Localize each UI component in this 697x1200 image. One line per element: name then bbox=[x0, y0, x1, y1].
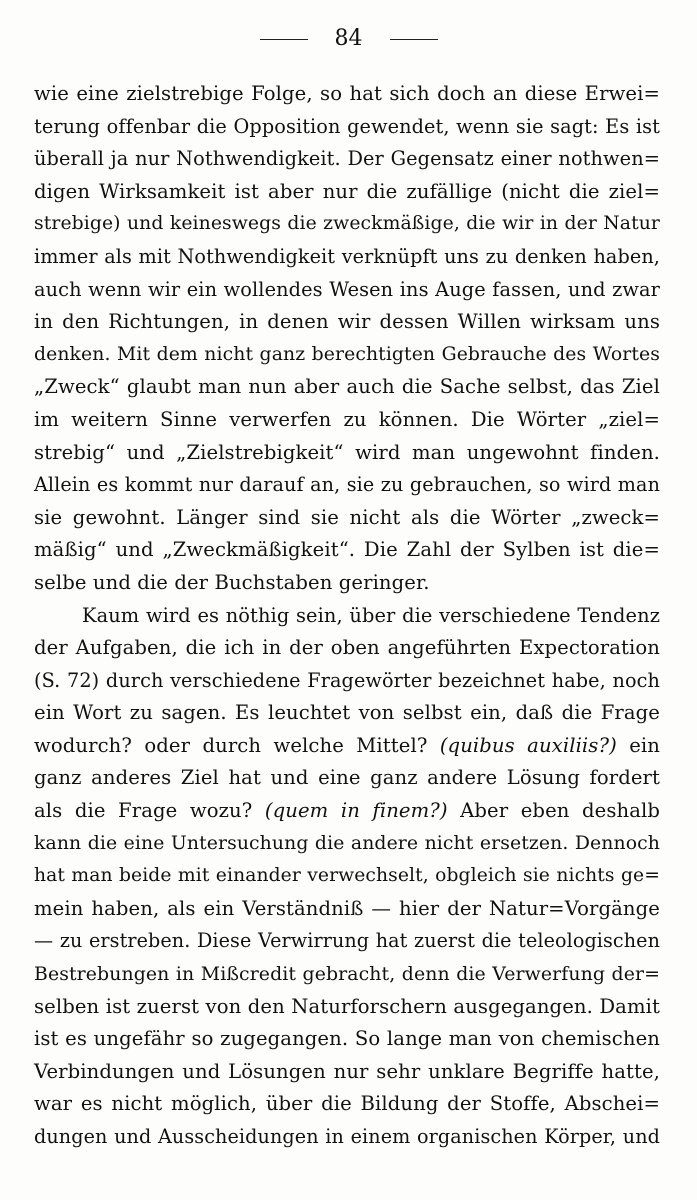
text-line: sie gewohnt. Länger sind sie nicht als die Wörter „zweck= bbox=[34, 505, 660, 529]
page-number: 84 bbox=[334, 26, 363, 51]
latin-phrase: (quibus auxiliis?) bbox=[439, 733, 617, 757]
text-line: überall ja nur Nothwendigkeit. Der Gegensatz einer nothwen= bbox=[34, 147, 660, 171]
text-line: strebig“ und „Zielstrebigkeit“ wird man ungewohnt finden. bbox=[34, 440, 660, 464]
text-line: strebige) und keineswegs die zweckmäßige, die wir in der Natur bbox=[34, 213, 660, 235]
text-segment: Aber eben deshalb bbox=[447, 799, 660, 823]
text-line: der Aufgaben, die ich in der oben angeführten Expectoration bbox=[34, 636, 660, 660]
text-line: immer als mit Nothwendigkeit verknüpft uns zu denken haben, bbox=[34, 244, 660, 268]
text-line: wie eine zielstrebige Folge, so hat sich doch an diese Erwei= bbox=[34, 82, 660, 105]
text-line: denken. Mit dem nicht ganz berechtigten Gebrauche des Wortes bbox=[34, 343, 660, 365]
text-line: (S. 72) durch verschiedene Fragewörter bezeichnet habe, noch bbox=[34, 668, 660, 692]
text-line: Allein es kommt nur darauf an, sie zu gebrauchen, so wird man bbox=[34, 473, 660, 497]
text-line: auch wenn wir ein wollendes Wesen ins Auge fassen, und zwar bbox=[34, 277, 660, 301]
text-line: mein haben, als ein Verständniß — hier der Natur=Vorgänge bbox=[34, 896, 660, 920]
text-line: digen Wirksamkeit ist aber nur die zufällige (nicht die ziel= bbox=[34, 179, 660, 203]
text-line: Kaum wird es nöthig sein, über die verschiedene Tendenz bbox=[82, 603, 660, 627]
text-segment: ein bbox=[616, 733, 660, 757]
text-line-with-latin bbox=[34, 795, 660, 828]
text-line: war es nicht möglich, über die Bildung der Stoffe, Abschei= bbox=[34, 1092, 660, 1116]
text-line: in den Richtungen, in denen wir dessen Willen wirksam uns bbox=[34, 310, 660, 334]
text-line: ganz anderes Ziel hat und eine ganz andere Lösung fordert bbox=[34, 766, 660, 790]
text-line: — zu erstreben. Diese Verwirrung hat zuerst die teleologischen bbox=[34, 929, 660, 953]
text-line: „Zweck“ glaubt man nun aber auch die Sache selbst, das Ziel bbox=[34, 375, 660, 399]
paragraph-1 bbox=[34, 78, 660, 600]
text-line: terung offenbar die Opposition gewendet, wenn sie sagt: Es ist bbox=[34, 114, 660, 138]
body-text bbox=[34, 78, 660, 1154]
text-segment: wodurch? oder durch welche Mittel? bbox=[34, 733, 440, 757]
text-line: mäßig“ und „Zweckmäßigkeit“. Die Zahl der Sylben ist die= bbox=[34, 538, 660, 562]
text-line: dungen und Ausscheidungen in einem organischen Körper, und bbox=[34, 1125, 660, 1148]
text-line: selben ist zuerst von den Naturforschern ausgegangen. Damit bbox=[34, 994, 660, 1018]
text-line: ist es ungefähr so zugegangen. So lange man von chemischen bbox=[34, 1027, 660, 1051]
paragraph-2 bbox=[34, 600, 660, 1154]
text-line: selbe und die der Buchstaben geringer. bbox=[34, 570, 430, 594]
latin-phrase: (quem in finem?) bbox=[264, 799, 448, 823]
text-line: kann die eine Untersuchung die andere nicht ersetzen. Dennoch bbox=[34, 832, 660, 854]
header-rule-left bbox=[260, 39, 308, 40]
text-line: im weitern Sinne verwerfen zu können. Die Wörter „ziel= bbox=[34, 407, 660, 431]
header-rule-right bbox=[390, 39, 438, 40]
text-line: Bestrebungen in Mißcredit gebracht, denn die Verwerfung der= bbox=[34, 963, 660, 986]
text-line: Verbindungen und Lösungen nur sehr unklare Begriffe hatte, bbox=[34, 1059, 660, 1083]
text-line: ein Wort zu sagen. Es leuchtet von selbst ein, daß die Frage bbox=[34, 701, 660, 725]
page-header bbox=[0, 24, 697, 54]
text-line-with-latin bbox=[34, 730, 660, 763]
text-line: hat man beide mit einander verwechselt, obgleich sie nichts ge= bbox=[34, 865, 660, 887]
text-segment: als die Frage wozu? bbox=[34, 799, 265, 823]
